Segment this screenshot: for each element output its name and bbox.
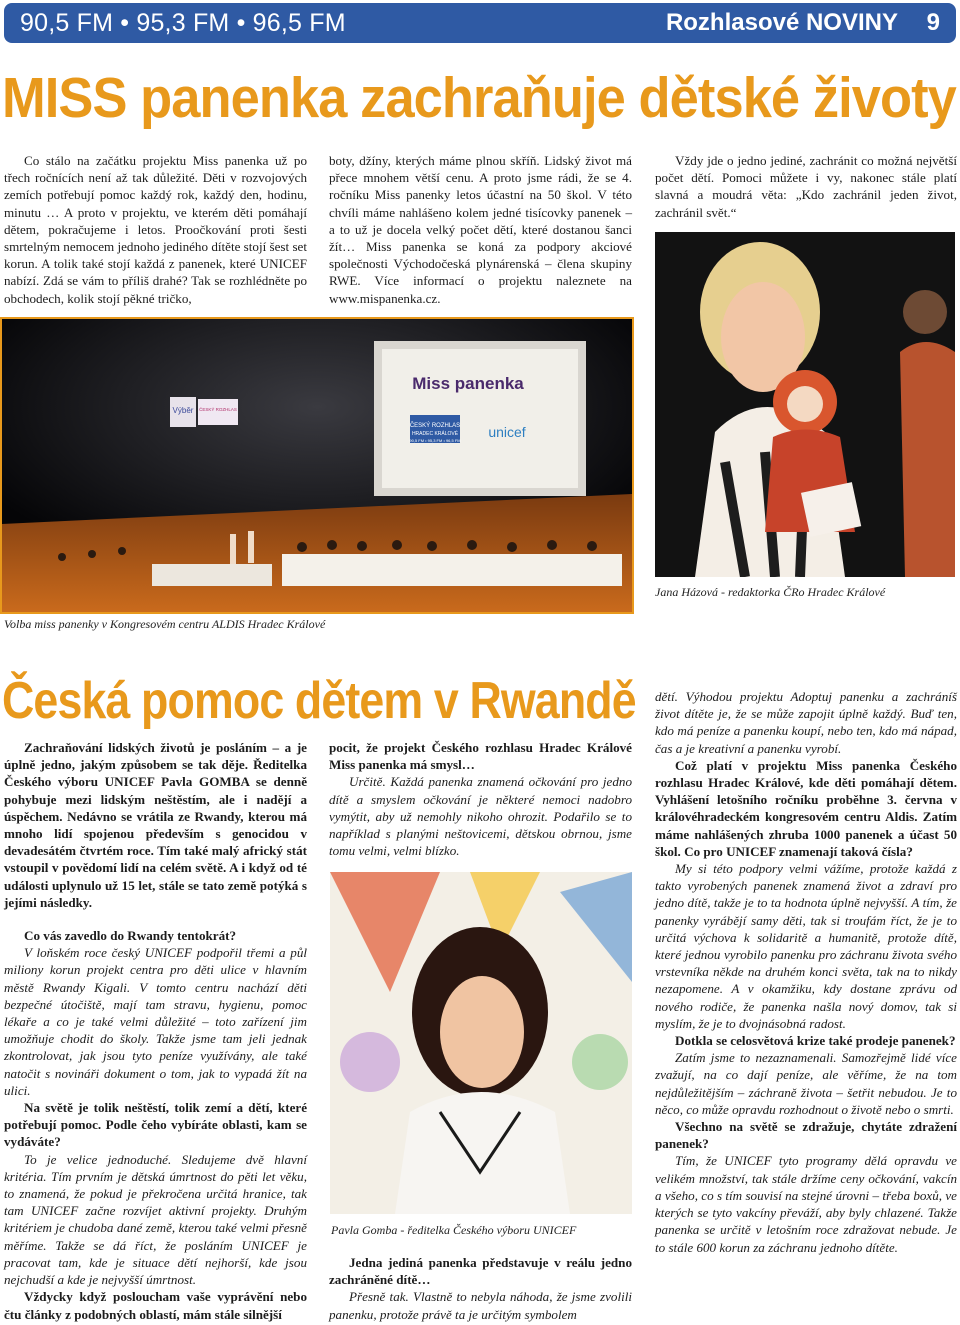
answer-5: My si této podpory velmi vážíme, protože každá z takto vyrobených panenek znamená život a zdraví pro jedno dítě, takže je to ta hodnota úplně nejvyšší. A tím, že panenky vyrábějí samy děti, tak si troufám říct, že je to určitá výchova k solidaritě a humanitě, protože dítě, které jednou vyrobilo panenku pro záchranu života svého vrstevníka někde na druhém konci světa, tak na to nikdy nezapomene. A v okamžiku, kdy dostane zprávu od nového rodiče, že panenka našla nový domov, tak si myslím, že je to dvojnásobná radost. <box>655 861 957 1031</box>
article1-col1: Co stálo na začátku projektu Miss panenka už po třech ročnících není až tak důležité. Děti v rozvojových zemích potřebují pomoc každý rok, každý den, hodinu, minutu … A proto v projektu, ve kterém děti pomáhají dětem, pokračujeme i letos. Proočkování proti šesti smrtelným nemocem jednoho jediného dítěte stojí šest set korun. A tolik také stojí každá z panenek, které UNICEF nabízí. Zdá se vám to příliš drahé? Tak se rozhlédněte po obchodech, kolik stojí pěkné tričko, <box>4 153 307 306</box>
screen-logo-rozhlas-freq: 90,5 FM • 95,3 FM • 96,5 FM <box>409 438 461 443</box>
banner-vyber: Výběr <box>172 406 194 415</box>
question-1: Co vás zavedlo do Rwandy tentokrát? <box>24 928 237 944</box>
article1-col3: Vždy jde o jedno jediné, zachránit co možná největší počet dětí. Pomoci můžete i vy, nakonec stále platí slavná a moudrá věta: „Kdo zachránil jeden život, zachránil svět.“ <box>655 153 957 220</box>
header-paper-name: Rozhlasové NOVINY <box>665 9 898 36</box>
screen-logo-rozhlas: ČESKÝ ROZHLAS <box>409 423 461 429</box>
screen-logo-rozhlas-sub: HRADEC KRÁLOVÉ <box>411 431 459 437</box>
stage-screen-image <box>2 319 632 612</box>
answer-1: V loňském roce český UNICEF podpořil třemi a půl miliony korun projekt centra pro děti ulice v hlavním městě Rwandy Kigali. V tomto centru nachází děti bezpečné útočiště, mají tam stravu, hygienu, pomoc lékaře a co je také velmi důležité – toto zařízení jim umožňuje chodit do školy. Takže jsme tam jeli jednak zkontrolovat, jak jsou tyto peníze využívány, ale také natočit s novináři dokument o tom, jak to vypadá žít na ulici. <box>4 945 307 1098</box>
article1-title: MISS panenka zachraňuje dětské životy <box>2 66 956 130</box>
article2-col3 <box>655 688 957 1256</box>
director-photo <box>330 872 632 1214</box>
question-7: Všechno na světě se zdražuje, chytáte zdražení panenek? <box>655 1119 957 1152</box>
answer-6: Zatím jsme to nezaznamenali. Samozřejmě lidé více zvažují, na co dají peníze, ale věříme, že na tom nejdůležitějším – záchraně života – šetřit nebudou. Je to něco, co může opravdu rozhodnout o životě nebo o smrti. <box>655 1050 957 1117</box>
header-bar <box>4 3 956 43</box>
article2-col2-bottom <box>329 1254 632 1323</box>
reporter-photo <box>655 232 955 577</box>
article2-col2-top <box>329 739 632 859</box>
article2-intro: Zachraňování lidských životů je posláním – a je úplně jedno, jakým způsobem se tak děje. Ředitelka Českého výboru UNICEF Pavla GOMBA se denně pohybuje mezi lidským neštěstím, ale i nadějí a úspěchem. Nedávno se vrátila ze Rwandy, kterou má mnoho lidí spojenou především s genocidou v devadesátém čtvrtém roce. Tím také malý africký stát vstoupil v povědomí lidí na celém světě. A i když od té události uplynulo už 15 let, stále se tato země potýká s jejími následky. <box>4 740 307 910</box>
doll-image <box>655 232 955 577</box>
answer-4-cont: dětí. Výhodou projektu Adoptuj panenku a zachráníš život dítěte je, že se může zapojit úplně každý. Buď ten, kdo má peníze a panenku koupí, nebo ten, kdo má nápad, čas a je kreativní a panenku vyrobí. <box>655 689 957 756</box>
answer-7: Tím, že UNICEF tyto programy dělá opravdu ve velikém množství, tak stále držíme ceny očkování, vakcín a všeho, co s tím souvisí na stejné úrovni – třeba boxů, ve kterých se tyto vakcíny převáží, aby byly chlazené. Takže panenka se určitě v letošním roce zdražovat nebude. Je to stále 600 korun za záchranu jednoho dítěte. <box>655 1153 957 1255</box>
answer-2: To je velice jednoduché. Sledujeme dvě hlavní kritéria. Tím prvním je dětská úmrtnost do pěti let věku, to znamená, že pokud je překročena určitá hranice, tak tam UNICEF začne rozvíjet aktivní projekty. Druhým kritériem je chudoba dané země, kterou také velmi přesně měříme. Takže se dá říct, že posláním UNICEF je pracovat tam, kde je situace dětí nejhorší, kde jsou nejchudší a kde je nejvyšší úmrtnost. <box>4 1151 307 1288</box>
question-5: Což platí v projektu Miss panenka Českého rozhlasu Hradec Králové, kde děti pomáhají dětem. Vyhlášení letošního ročníku proběhne 3. června v královéhradeckém kongresovém centru Aldis. Zatím máme nahlášených zhruba 1000 panenek a účast 50 škol. Co pro UNICEF znamenají taková čísla? <box>655 757 957 859</box>
congress-hall-photo <box>0 317 634 614</box>
article2-col1 <box>4 739 307 1323</box>
header-frequencies: 90,5 FM • 95,3 FM • 96,5 FM <box>20 9 346 37</box>
photo3-caption: Pavla Gomba - ředitelka Českého výboru UNICEF <box>331 1223 577 1237</box>
answer-3: Určitě. Každá panenka znamená očkování pro jedno dítě a smyslem očkování je některé nemoci nadobro vymýtit, aby už nemohly nikoho ohrozit. Podařilo se to například s planými neštovicemi, dětskou obrnou, jsme tomu velmi, velmi blízko. <box>329 774 632 859</box>
article2-title: Česká pomoc dětem v Rwandě <box>2 672 636 730</box>
question-3: Vždycky když posloucham vaše vyprávění nebo čtu články z podobných oblastí, mám stále silnější <box>4 1289 307 1322</box>
article1-col2: boty, džíny, kterých máme plnou skříň. Lidský život má přece mnohem větší cenu. A proto jsme rádi, že se 4. ročníku Miss panenky letos účastní na 50 škol. V této chvíli máme nahlášeno kolem jedné tisícovky panenek – a to už je docela velký počet dětí, které dostanou šanci žít… Miss panenka se koná za podpory akciové společnosti Východočeská plynárenská – člena skupiny RWE. Více informací o projektu naleznete na www.mispanenka.cz. <box>329 153 632 306</box>
answer-4: Přesně tak. Vlastně to nebyla náhoda, že jsme zvolili panenku, protože právě ta je určitým symbolem <box>329 1289 632 1322</box>
question-6: Dotkla se celosvětová krize také prodeje panenek? <box>675 1033 956 1049</box>
question-4: Jedna jediná panenka představuje v reálu jedno zachráněné dítě… <box>329 1255 632 1288</box>
photo1-caption: Volba miss panenky v Kongresovém centru ALDIS Hradec Králové <box>4 617 326 631</box>
header-page-number: 9 <box>926 9 940 36</box>
banner-rozhlas: ČESKÝ ROZHLAS <box>199 407 237 412</box>
question-3-cont: pocit, že projekt Českého rozhlasu Hradec Králové Miss panenka má smysl… <box>329 740 632 773</box>
screen-title: Miss panenka <box>412 374 524 393</box>
photo2-caption: Jana Házová - redaktorka ČRo Hradec Králové <box>655 585 886 599</box>
screen-logo-unicef: unicef <box>488 424 526 440</box>
painting-background-image <box>330 872 632 1214</box>
question-2: Na světě je tolik neštěstí, tolik zemí a dětí, které potřebují pomoc. Podle čeho vybíráte oblasti, kam se vydáváte? <box>4 1100 307 1150</box>
